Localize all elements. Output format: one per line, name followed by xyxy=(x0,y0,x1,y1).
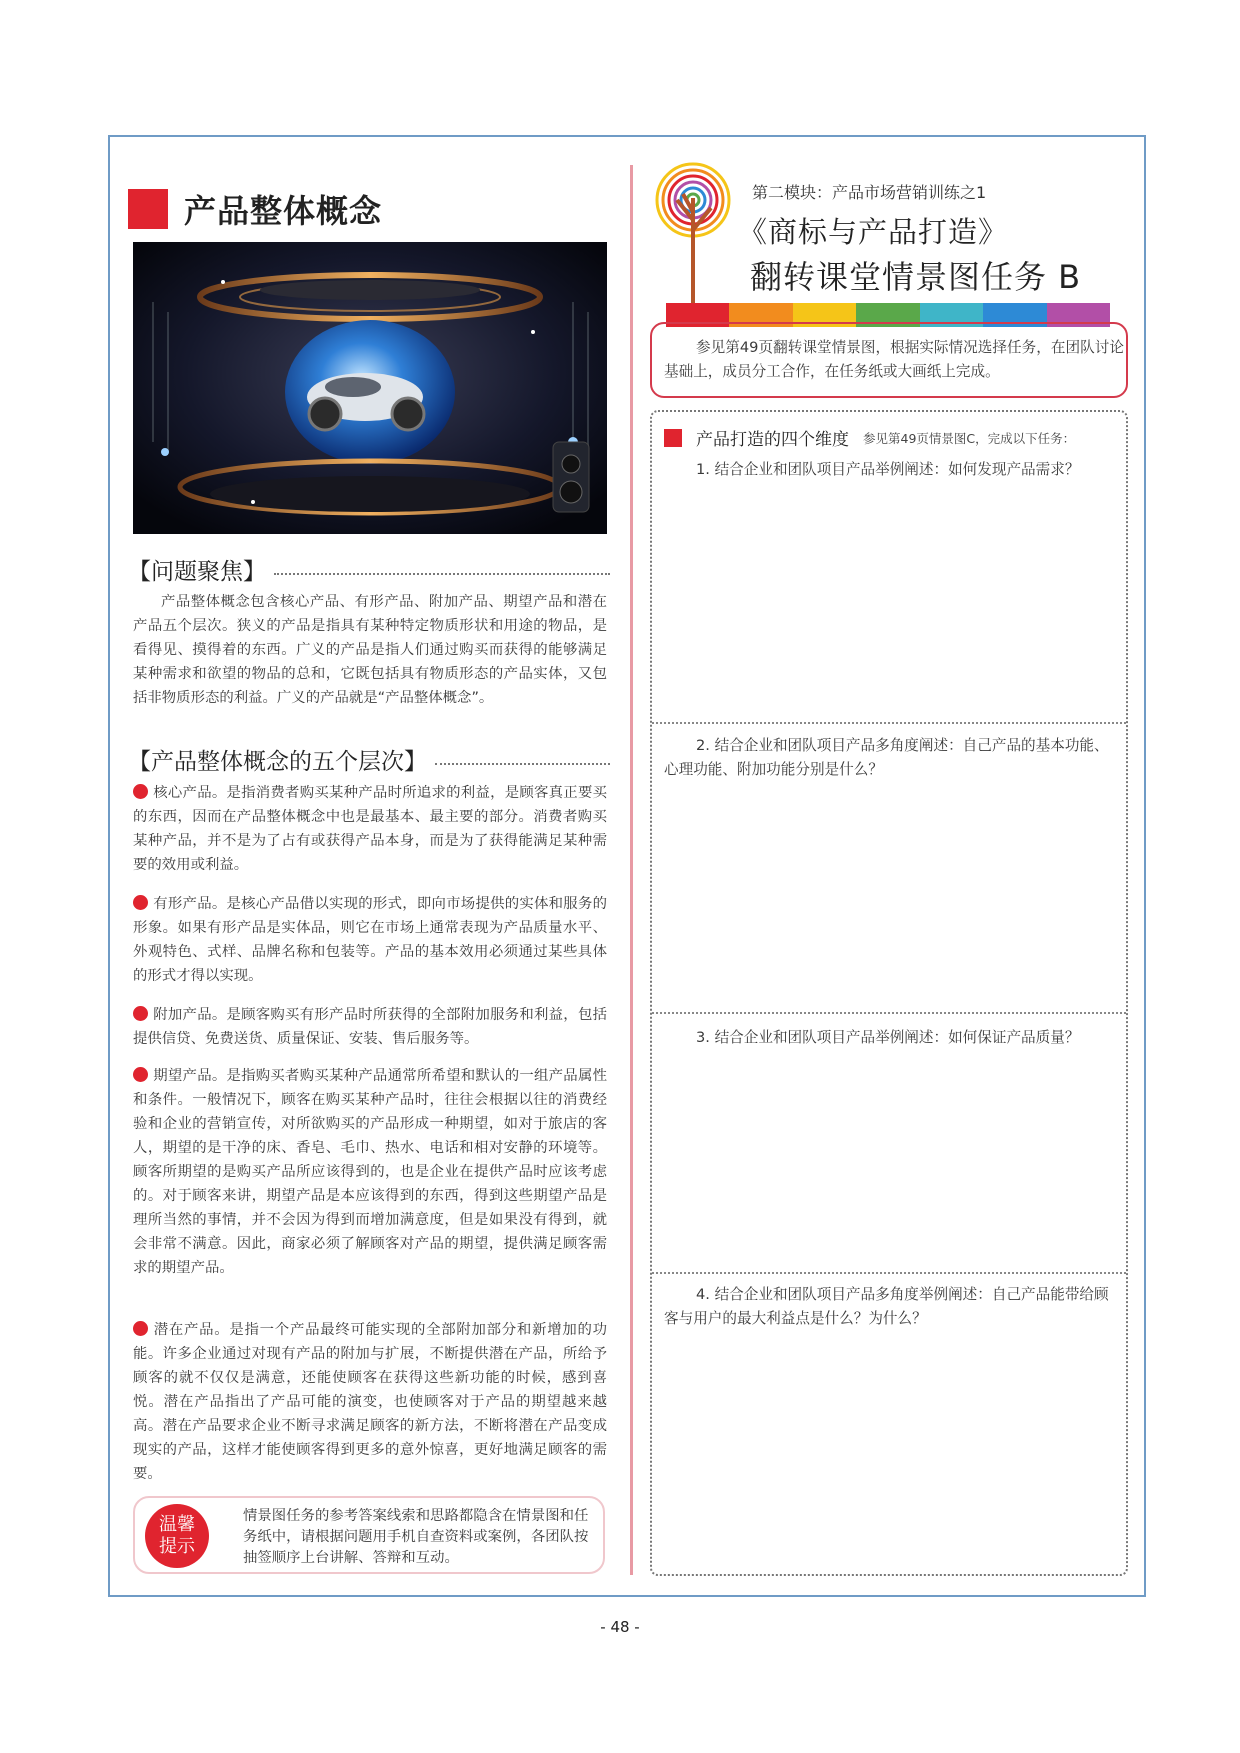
red-dot-icon xyxy=(133,1006,148,1021)
dotted-rule xyxy=(435,763,610,765)
level-tangible-text: 有形产品。是核心产品借以实现的形式，即向市场提供的实体和服务的形象。如果有形产品是实体品，则它在市场上通常表现为产品质量水平、外观特色、式样、品牌名称和包装等。产品的基本效用必须通过某些具体的形式才得以实现。 xyxy=(133,896,607,984)
red-dot-icon xyxy=(133,784,148,799)
warm-tip-text: 情景图任务的参考答案线索和思路都隐含在情景图和任务纸中，请根据问题用手机自查资料或案例，各团队按抽签顺序上台讲解、答辩和互动。 xyxy=(243,1508,589,1566)
warm-tip-badge xyxy=(145,1504,209,1568)
main-title: 《商标与产品打造》 xyxy=(738,215,1009,249)
level-potential xyxy=(133,1318,607,1486)
module-label: 第二模块：产品市场营销训练之1 xyxy=(752,183,987,202)
level-expected-text: 期望产品。是指购买者购买某种产品通常所希望和默认的一组产品属性和条件。一般情况下，顾客在购买某种产品时，往往会根据以往的消费经验和企业的营销宣传，对所欲购买的产品形成一种期望，如对于旅店的客人，期望的是干净的床、香皂、毛巾、热水、电话和相对安静的环境等。顾客所期望的是购买产品所应该得到的，也是企业在提供产品时应该考虑的。对于顾客来讲，期望产品是本应该得到的东西，得到这些期望产品是理所当然的事情，并不会因为得到而增加满意度，但是如果没有得到，就会非常不满意。因此，商家必须了解顾客对产品的期望，提供满足顾客需求的期望产品。 xyxy=(133,1068,607,1276)
level-augmented xyxy=(133,1003,607,1051)
question-2: 2. 结合企业和团队项目产品多角度阐述：自己产品的基本功能、心理功能、附加功能分别是什么？ xyxy=(664,737,1109,778)
level-augmented-text: 附加产品。是顾客购买有形产品时所获得的全部附加服务和利益，包括提供信贷、免费送货、质量保证、安装、售后服务等。 xyxy=(133,1007,607,1047)
levels-heading-text: 【产品整体概念的五个层次】 xyxy=(128,749,427,775)
hero-illustration xyxy=(133,242,607,534)
sub-title: 翻转课堂情景图任务 B xyxy=(750,258,1082,296)
red-square-icon xyxy=(664,429,682,447)
task-hint: 参见第49页情景图C，完成以下任务： xyxy=(863,430,1076,446)
question-3: 3. 结合企业和团队项目产品举例阐述：如何保证产品质量？ xyxy=(696,1029,1080,1046)
dotted-rule xyxy=(274,573,610,575)
red-dot-icon xyxy=(133,1067,148,1082)
task-box xyxy=(650,410,1128,1576)
focus-heading xyxy=(128,553,610,586)
question-separator xyxy=(652,1012,1126,1014)
level-tangible xyxy=(133,892,607,988)
question-separator xyxy=(652,722,1126,724)
page-title: 产品整体概念 xyxy=(184,192,383,230)
warm-tip-box xyxy=(133,1496,605,1574)
level-core xyxy=(133,781,607,877)
red-dot-icon xyxy=(133,1321,148,1336)
levels-heading xyxy=(128,743,610,776)
red-square-icon xyxy=(128,189,168,229)
futuristic-vehicle-illustration xyxy=(133,242,607,534)
focus-paragraph: 产品整体概念包含核心产品、有形产品、附加产品、期望产品和潜在产品五个层次。狭义的产品是指具有某种特定物质形状和用途的物品，是看得见、摸得着的东西。广义的产品是指人们通过购买而获得的能够满足某种需求和欲望的物品的总和，它既包括具有物质形态的产品实体，又包括非物质形态的利益。广义的产品就是“产品整体概念”。 xyxy=(133,594,607,706)
tip-badge-line1: 温馨 xyxy=(159,1514,195,1535)
tip-badge-line2: 提示 xyxy=(159,1536,195,1557)
question-1: 1. 结合企业和团队项目产品举例阐述：如何发现产品需求？ xyxy=(696,461,1080,478)
focus-heading-text: 【问题聚焦】 xyxy=(128,559,266,585)
column-divider xyxy=(630,165,633,1575)
level-expected xyxy=(133,1064,607,1280)
red-dot-icon xyxy=(133,895,148,910)
page-number: - 48 - xyxy=(600,1618,640,1636)
level-core-text: 核心产品。是指消费者购买某种产品时所追求的利益，是顾客真正要买的东西，因而在产品整体概念中也是最基本、最主要的部分。消费者购买某种产品，并不是为了占有或获得产品本身，而是为了获得能满足某种需要的效用或利益。 xyxy=(133,785,607,873)
tree-logo-icon xyxy=(653,160,739,310)
question-separator xyxy=(652,1272,1126,1274)
section-title xyxy=(128,186,382,232)
level-potential-text: 潜在产品。是指一个产品最终可能实现的全部附加部分和新增加的功能。许多企业通过对现有产品的附加与扩展，不断提供潜在产品，所给予顾客的就不仅仅是满意，还能使顾客在获得这些新功能的时候，感到喜悦。潜在产品指出了产品可能的演变，也使顾客对于产品的期望越来越高。潜在产品要求企业不断寻求满足顾客的新方法，不断将潜在产品变成现实的产品，这样才能使顾客得到更多的意外惊喜，更好地满足顾客的需要。 xyxy=(133,1322,607,1482)
task-heading-text: 产品打造的四个维度 xyxy=(696,430,849,450)
question-4: 4. 结合企业和团队项目产品多角度举例阐述：自己产品能带给顾客与用户的最大利益点是什么？为什么？ xyxy=(664,1286,1109,1327)
intro-text: 参见第49页翻转课堂情景图，根据实际情况选择任务，在团队讨论基础上，成员分工合作，在任务纸或大画纸上完成。 xyxy=(664,339,1124,380)
task-heading xyxy=(664,425,1075,450)
